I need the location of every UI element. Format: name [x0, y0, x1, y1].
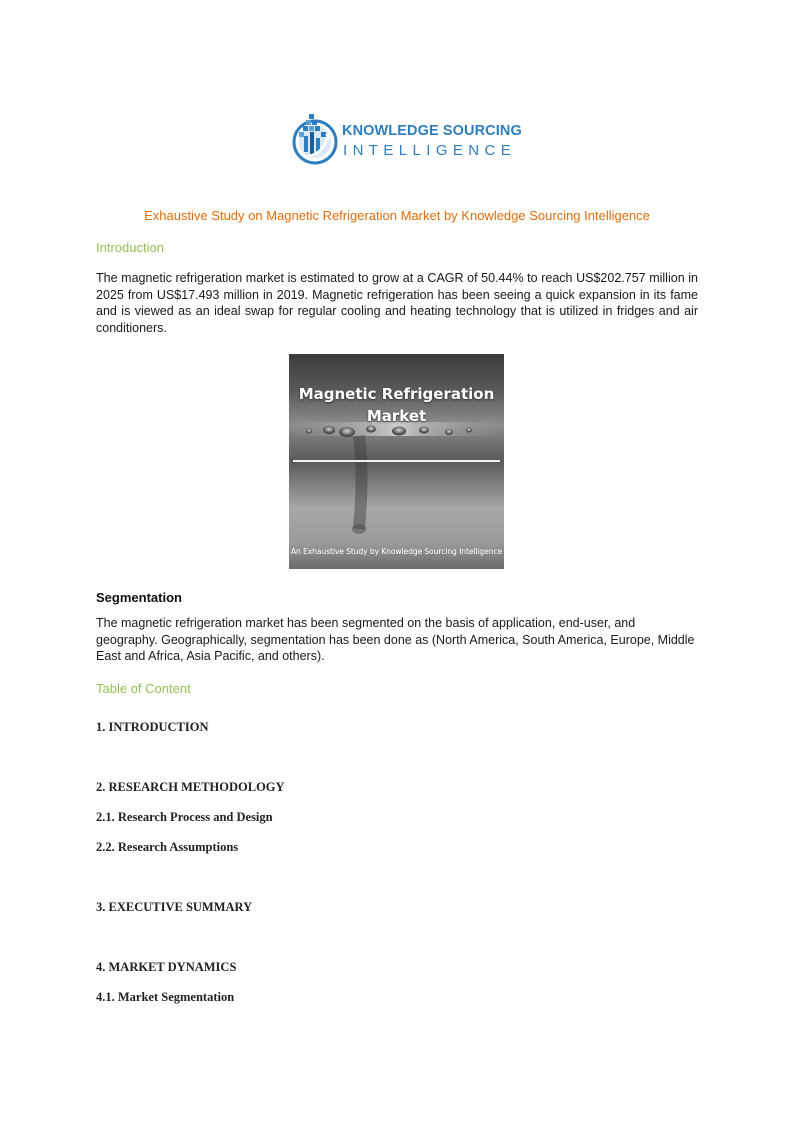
cover-title: Magnetic Refrigeration Market — [298, 385, 495, 425]
cover-subtitle: An Exhaustive Study by Knowledge Sourcing Intelligence — [290, 547, 503, 556]
logo-wordmark-line1: KNOWLEDGE SOURCING — [342, 123, 522, 139]
toc-heading: Table of Content — [96, 681, 191, 696]
logo-wordmark-line2: INTELLIGENCE — [343, 142, 517, 159]
introduction-heading: Introduction — [96, 240, 164, 255]
segmentation-heading: Segmentation — [96, 590, 182, 605]
toc-item-executive-summary: 3. EXECUTIVE SUMMARY — [96, 900, 253, 914]
document-title: Exhaustive Study on Magnetic Refrigeration Market by Knowledge Sourcing Intelligence — [144, 208, 650, 223]
toc-item-research-process: 2.1. Research Process and Design — [96, 810, 273, 824]
introduction-paragraph: The magnetic refrigeration market is estimated to grow at a CAGR of 50.44% to reach US$202.757 million in 2025 from US$17.493 million in 2019. Magnetic refrigeration has been seeing a quick expansion in its fame and is viewed as an ideal swap for regular cooling and heating technology that is utilized in fridges and air conditioners. — [96, 271, 698, 335]
toc-item-research-methodology: 2. RESEARCH METHODOLOGY — [96, 780, 285, 794]
market-cover-image — [289, 354, 504, 569]
cover-divider — [293, 460, 500, 462]
company-logo — [290, 104, 522, 166]
segmentation-paragraph: The magnetic refrigeration market has been segmented on the basis of application, end-user, and geography. Geographically, segmentation has been done as (North America, South America, Europe, Middle East and Africa, Asia Pacific, and others). — [96, 616, 695, 663]
logo-icon — [290, 104, 340, 166]
toc-item-research-assumptions: 2.2. Research Assumptions — [96, 840, 239, 854]
toc-item-introduction: 1. INTRODUCTION — [96, 720, 209, 734]
toc-item-market-dynamics: 4. MARKET DYNAMICS — [96, 960, 237, 974]
toc-item-market-segmentation: 4.1. Market Segmentation — [96, 990, 235, 1004]
